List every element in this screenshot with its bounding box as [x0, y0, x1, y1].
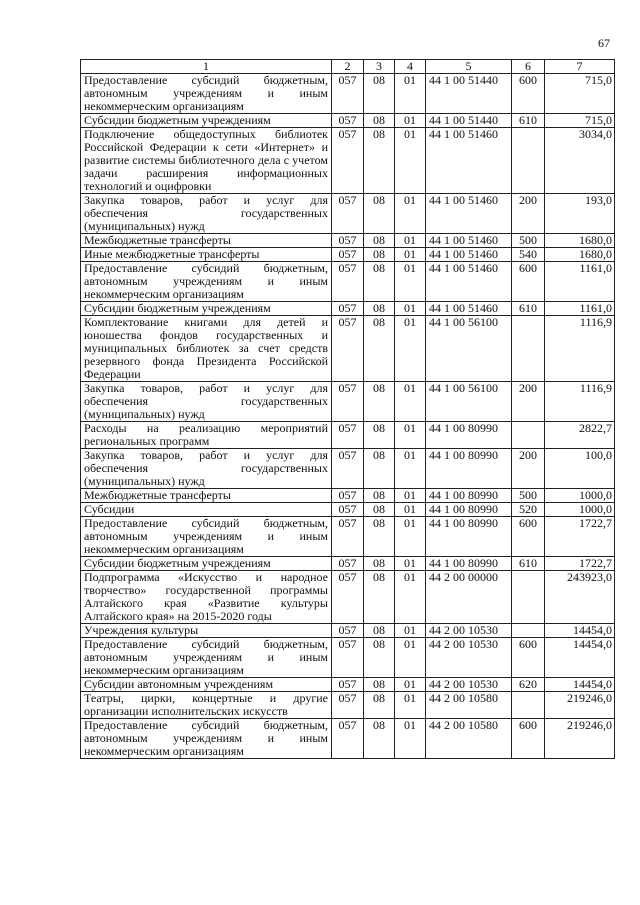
header-col-6: 6	[512, 60, 545, 74]
row-name: Субсидии	[81, 503, 332, 517]
row-target-article: 44 1 00 51460	[426, 234, 512, 248]
table-row	[81, 571, 615, 624]
row-subsection-code: 01	[395, 194, 426, 234]
row-subsection-code: 01	[395, 234, 426, 248]
row-section-code: 08	[364, 638, 395, 678]
row-subsection-code: 01	[395, 638, 426, 678]
row-expense-type: 540	[512, 248, 545, 262]
row-target-article: 44 2 00 00000	[426, 571, 512, 624]
row-ministry-code: 057	[332, 262, 364, 302]
row-target-article: 44 2 00 10580	[426, 719, 512, 759]
row-target-article: 44 2 00 10530	[426, 638, 512, 678]
row-ministry-code: 057	[332, 489, 364, 503]
row-expense-type: 200	[512, 449, 545, 489]
header-col-7: 7	[545, 60, 615, 74]
row-ministry-code: 057	[332, 517, 364, 557]
budget-table	[80, 59, 615, 759]
row-ministry-code: 057	[332, 557, 364, 571]
table-row	[81, 422, 615, 449]
row-expense-type	[512, 571, 545, 624]
row-section-code: 08	[364, 489, 395, 503]
row-amount: 1116,9	[545, 316, 615, 382]
row-target-article: 44 1 00 80990	[426, 449, 512, 489]
row-subsection-code: 01	[395, 262, 426, 302]
row-target-article: 44 1 00 56100	[426, 316, 512, 382]
row-subsection-code: 01	[395, 503, 426, 517]
page-number: 67	[598, 36, 610, 50]
row-target-article: 44 2 00 10530	[426, 624, 512, 638]
row-ministry-code: 057	[332, 719, 364, 759]
header-col-5: 5	[426, 60, 512, 74]
row-expense-type: 500	[512, 234, 545, 248]
table-row	[81, 382, 615, 422]
row-subsection-code: 01	[395, 624, 426, 638]
row-amount: 2822,7	[545, 422, 615, 449]
row-section-code: 08	[364, 692, 395, 719]
row-section-code: 08	[364, 234, 395, 248]
row-expense-type: 600	[512, 517, 545, 557]
row-target-article: 44 2 00 10530	[426, 678, 512, 692]
table-row	[81, 262, 615, 302]
row-expense-type: 600	[512, 74, 545, 114]
row-section-code: 08	[364, 678, 395, 692]
row-name: Субсидии автономным учреждениям	[81, 678, 332, 692]
row-target-article: 44 1 00 51460	[426, 248, 512, 262]
row-expense-type	[512, 692, 545, 719]
table-row	[81, 449, 615, 489]
row-amount: 1161,0	[545, 302, 615, 316]
row-name: Расходы на реализацию мероприятий региональных программ	[81, 422, 332, 449]
table-row	[81, 316, 615, 382]
row-target-article: 44 1 00 80990	[426, 422, 512, 449]
row-name: Закупка товаров, работ и услуг для обеспечения государственных (муниципальных) нужд	[81, 194, 332, 234]
row-amount: 1116,9	[545, 382, 615, 422]
row-amount: 14454,0	[545, 638, 615, 678]
row-name: Закупка товаров, работ и услуг для обеспечения государственных (муниципальных) нужд	[81, 449, 332, 489]
row-expense-type: 610	[512, 557, 545, 571]
table-row	[81, 638, 615, 678]
row-ministry-code: 057	[332, 503, 364, 517]
row-amount: 1161,0	[545, 262, 615, 302]
table-row	[81, 719, 615, 759]
table-row	[81, 302, 615, 316]
table-row	[81, 517, 615, 557]
row-target-article: 44 1 00 51460	[426, 302, 512, 316]
row-ministry-code: 057	[332, 248, 364, 262]
row-expense-type	[512, 316, 545, 382]
row-section-code: 08	[364, 114, 395, 128]
table-row	[81, 692, 615, 719]
row-subsection-code: 01	[395, 316, 426, 382]
row-target-article: 44 1 00 80990	[426, 503, 512, 517]
row-target-article: 44 1 00 51440	[426, 74, 512, 114]
row-section-code: 08	[364, 571, 395, 624]
row-expense-type	[512, 422, 545, 449]
row-amount: 1000,0	[545, 503, 615, 517]
row-expense-type	[512, 128, 545, 194]
row-name: Межбюджетные трансферты	[81, 234, 332, 248]
row-expense-type: 600	[512, 262, 545, 302]
row-ministry-code: 057	[332, 422, 364, 449]
row-ministry-code: 057	[332, 449, 364, 489]
row-ministry-code: 057	[332, 638, 364, 678]
row-name: Предоставление субсидий бюджетным, автономным учреждениям и иным некоммерческим организациям	[81, 262, 332, 302]
header-col-3: 3	[364, 60, 395, 74]
row-amount: 193,0	[545, 194, 615, 234]
row-target-article: 44 1 00 51460	[426, 262, 512, 302]
row-target-article: 44 1 00 80990	[426, 557, 512, 571]
row-target-article: 44 1 00 80990	[426, 489, 512, 503]
row-ministry-code: 057	[332, 194, 364, 234]
row-subsection-code: 01	[395, 678, 426, 692]
row-ministry-code: 057	[332, 571, 364, 624]
row-section-code: 08	[364, 624, 395, 638]
table-row	[81, 128, 615, 194]
table-row	[81, 678, 615, 692]
row-amount: 715,0	[545, 114, 615, 128]
row-subsection-code: 01	[395, 302, 426, 316]
row-subsection-code: 01	[395, 74, 426, 114]
row-ministry-code: 057	[332, 382, 364, 422]
row-amount: 1000,0	[545, 489, 615, 503]
row-expense-type: 500	[512, 489, 545, 503]
row-ministry-code: 057	[332, 692, 364, 719]
row-expense-type: 600	[512, 638, 545, 678]
row-subsection-code: 01	[395, 517, 426, 557]
row-amount: 715,0	[545, 74, 615, 114]
row-section-code: 08	[364, 248, 395, 262]
header-col-2: 2	[332, 60, 364, 74]
row-amount: 100,0	[545, 449, 615, 489]
row-amount: 219246,0	[545, 719, 615, 759]
row-section-code: 08	[364, 557, 395, 571]
table-row	[81, 74, 615, 114]
row-expense-type: 520	[512, 503, 545, 517]
row-section-code: 08	[364, 262, 395, 302]
row-expense-type	[512, 624, 545, 638]
row-name: Предоставление субсидий бюджетным, автономным учреждениям и иным некоммерческим организациям	[81, 517, 332, 557]
row-subsection-code: 01	[395, 422, 426, 449]
row-ministry-code: 057	[332, 114, 364, 128]
row-name: Субсидии бюджетным учреждениям	[81, 557, 332, 571]
row-subsection-code: 01	[395, 719, 426, 759]
row-name: Субсидии бюджетным учреждениям	[81, 114, 332, 128]
table-row	[81, 503, 615, 517]
row-target-article: 44 1 00 80990	[426, 517, 512, 557]
row-name: Предоставление субсидий бюджетным, автономным учреждениям и иным некоммерческим организациям	[81, 638, 332, 678]
table-row	[81, 624, 615, 638]
row-name: Учреждения культуры	[81, 624, 332, 638]
row-name: Предоставление субсидий бюджетным, автономным учреждениям и иным некоммерческим организациям	[81, 74, 332, 114]
row-section-code: 08	[364, 449, 395, 489]
row-target-article: 44 1 00 51460	[426, 194, 512, 234]
row-ministry-code: 057	[332, 624, 364, 638]
row-section-code: 08	[364, 74, 395, 114]
row-ministry-code: 057	[332, 74, 364, 114]
table-row	[81, 557, 615, 571]
row-target-article: 44 1 00 51440	[426, 114, 512, 128]
row-amount: 219246,0	[545, 692, 615, 719]
row-name: Подключение общедоступных библиотек Российской Федерации к сети «Интернет» и развитие системы библиотечного дела с учетом задачи расширения информационных технологий и оцифровки	[81, 128, 332, 194]
row-section-code: 08	[364, 719, 395, 759]
row-expense-type: 610	[512, 114, 545, 128]
row-amount: 243923,0	[545, 571, 615, 624]
row-amount: 1722,7	[545, 517, 615, 557]
row-ministry-code: 057	[332, 678, 364, 692]
row-name: Субсидии бюджетным учреждениям	[81, 302, 332, 316]
row-expense-type: 620	[512, 678, 545, 692]
row-section-code: 08	[364, 422, 395, 449]
header-row	[81, 60, 615, 74]
row-subsection-code: 01	[395, 557, 426, 571]
row-name: Подпрограмма «Искусство и народное творчество» государственной программы Алтайского края «Развитие культуры Алтайского края» на 2015-2020 годы	[81, 571, 332, 624]
row-name: Межбюджетные трансферты	[81, 489, 332, 503]
row-section-code: 08	[364, 382, 395, 422]
row-section-code: 08	[364, 302, 395, 316]
row-name: Предоставление субсидий бюджетным, автономным учреждениям и иным некоммерческим организациям	[81, 719, 332, 759]
row-amount: 1680,0	[545, 234, 615, 248]
row-amount: 1722,7	[545, 557, 615, 571]
row-target-article: 44 2 00 10580	[426, 692, 512, 719]
row-subsection-code: 01	[395, 382, 426, 422]
row-ministry-code: 057	[332, 316, 364, 382]
row-subsection-code: 01	[395, 248, 426, 262]
row-expense-type: 200	[512, 382, 545, 422]
row-subsection-code: 01	[395, 114, 426, 128]
row-section-code: 08	[364, 503, 395, 517]
row-subsection-code: 01	[395, 449, 426, 489]
row-amount: 14454,0	[545, 624, 615, 638]
row-section-code: 08	[364, 194, 395, 234]
table-row	[81, 234, 615, 248]
row-subsection-code: 01	[395, 489, 426, 503]
row-ministry-code: 057	[332, 302, 364, 316]
row-target-article: 44 1 00 51460	[426, 128, 512, 194]
row-amount: 3034,0	[545, 128, 615, 194]
row-name: Театры, цирки, концертные и другие организации исполнительских искусств	[81, 692, 332, 719]
row-section-code: 08	[364, 517, 395, 557]
table-row	[81, 489, 615, 503]
row-ministry-code: 057	[332, 128, 364, 194]
table-row	[81, 114, 615, 128]
row-name: Закупка товаров, работ и услуг для обеспечения государственных (муниципальных) нужд	[81, 382, 332, 422]
header-col-1: 1	[81, 60, 332, 74]
row-name: Иные межбюджетные трансферты	[81, 248, 332, 262]
table-row	[81, 248, 615, 262]
table-row	[81, 194, 615, 234]
row-amount: 1680,0	[545, 248, 615, 262]
row-subsection-code: 01	[395, 128, 426, 194]
row-amount: 14454,0	[545, 678, 615, 692]
row-name: Комплектование книгами для детей и юношества фондов государственных и муниципальных библиотек за счет средств резервного фонда Президента Российской Федерации	[81, 316, 332, 382]
row-ministry-code: 057	[332, 234, 364, 248]
row-subsection-code: 01	[395, 692, 426, 719]
header-col-4: 4	[395, 60, 426, 74]
row-target-article: 44 1 00 56100	[426, 382, 512, 422]
row-expense-type: 610	[512, 302, 545, 316]
row-section-code: 08	[364, 316, 395, 382]
row-expense-type: 600	[512, 719, 545, 759]
row-section-code: 08	[364, 128, 395, 194]
row-expense-type: 200	[512, 194, 545, 234]
row-subsection-code: 01	[395, 571, 426, 624]
